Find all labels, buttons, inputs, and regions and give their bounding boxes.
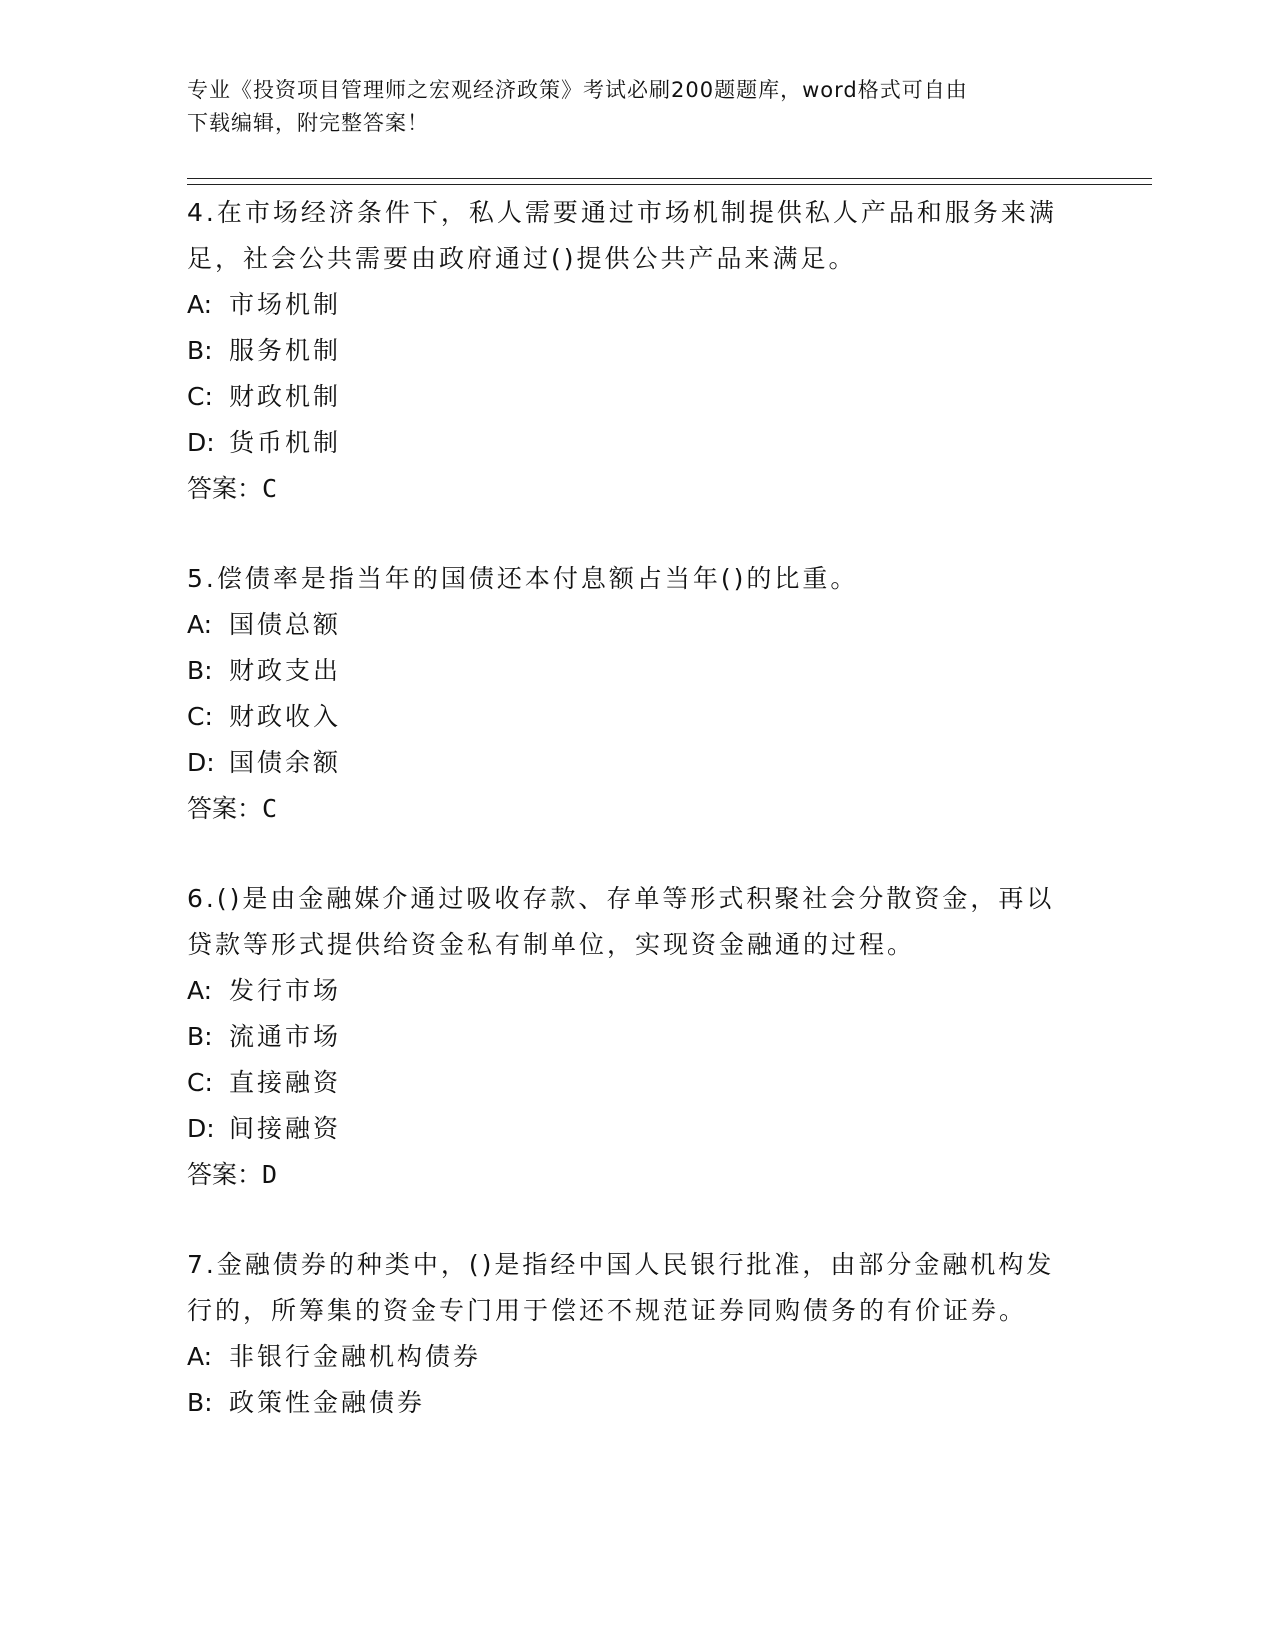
question-4	[187, 190, 1067, 512]
option-text: 国债余额	[229, 748, 342, 777]
header-rule-top	[187, 178, 1152, 179]
question-7	[187, 1242, 1067, 1426]
option-c	[187, 1060, 1067, 1106]
answer-line	[187, 786, 1067, 832]
option-letter: A:	[187, 610, 213, 639]
option-letter: D:	[187, 428, 215, 457]
option-letter: B:	[187, 656, 213, 685]
option-text: 间接融资	[229, 1114, 342, 1143]
option-text: 财政机制	[229, 382, 342, 411]
option-text: 流通市场	[229, 1022, 342, 1051]
option-text: 直接融资	[229, 1068, 342, 1097]
option-d	[187, 740, 1067, 786]
document-header	[187, 74, 1067, 140]
header-line-1: 专业《投资项目管理师之宏观经济政策》考试必刷200题题库，word格式可自由	[187, 78, 968, 102]
option-d	[187, 420, 1067, 466]
option-letter: C:	[187, 702, 213, 731]
question-text: 4.在市场经济条件下，私人需要通过市场机制提供私人产品和服务来满足，社会公共需要由政府通过()提供公共产品来满足。	[187, 198, 1057, 273]
answer-label: 答案：	[187, 794, 263, 823]
question-text: 6.()是由金融媒介通过吸收存款、存单等形式积聚社会分散资金，再以贷款等形式提供给资金私有制单位，实现资金融通的过程。	[187, 884, 1055, 959]
answer-value: C	[262, 794, 278, 823]
answer-value: C	[262, 474, 278, 503]
question-text: 7.金融债券的种类中，()是指经中国人民银行批准，由部分金融机构发行的，所筹集的资金专门用于偿还不规范证券同购债务的有价证券。	[187, 1250, 1055, 1325]
option-text: 非银行金融机构债券	[229, 1342, 482, 1371]
option-a	[187, 282, 1067, 328]
option-letter: D:	[187, 748, 215, 777]
option-letter: A:	[187, 976, 213, 1005]
option-text: 财政支出	[229, 656, 342, 685]
option-letter: A:	[187, 290, 213, 319]
answer-label: 答案：	[187, 1160, 263, 1189]
option-text: 市场机制	[229, 290, 342, 319]
option-text: 财政收入	[229, 702, 342, 731]
option-b	[187, 1014, 1067, 1060]
option-text: 国债总额	[229, 610, 342, 639]
option-letter: B:	[187, 1022, 213, 1051]
option-c	[187, 374, 1067, 420]
question-text: 5.偿债率是指当年的国债还本付息额占当年()的比重。	[187, 564, 859, 593]
option-c	[187, 694, 1067, 740]
answer-line	[187, 1152, 1067, 1198]
option-text: 政策性金融债券	[229, 1388, 426, 1417]
option-letter: C:	[187, 1068, 213, 1097]
option-a	[187, 602, 1067, 648]
option-letter: B:	[187, 1388, 213, 1417]
option-letter: B:	[187, 336, 213, 365]
option-b	[187, 328, 1067, 374]
option-b	[187, 648, 1067, 694]
question-list	[187, 190, 1067, 1470]
option-d	[187, 1106, 1067, 1152]
answer-label: 答案：	[187, 474, 263, 503]
question-6	[187, 876, 1067, 1198]
answer-line	[187, 466, 1067, 512]
option-letter: A:	[187, 1342, 213, 1371]
option-letter: D:	[187, 1114, 215, 1143]
header-line-2: 下载编辑，附完整答案！	[187, 111, 429, 135]
header-rule-bottom	[187, 184, 1152, 185]
option-text: 服务机制	[229, 336, 342, 365]
question-5	[187, 556, 1067, 832]
option-a	[187, 1334, 1067, 1380]
option-text: 发行市场	[229, 976, 342, 1005]
option-letter: C:	[187, 382, 213, 411]
option-a	[187, 968, 1067, 1014]
option-text: 货币机制	[229, 428, 342, 457]
answer-value: D	[262, 1160, 278, 1189]
option-b	[187, 1380, 1067, 1426]
